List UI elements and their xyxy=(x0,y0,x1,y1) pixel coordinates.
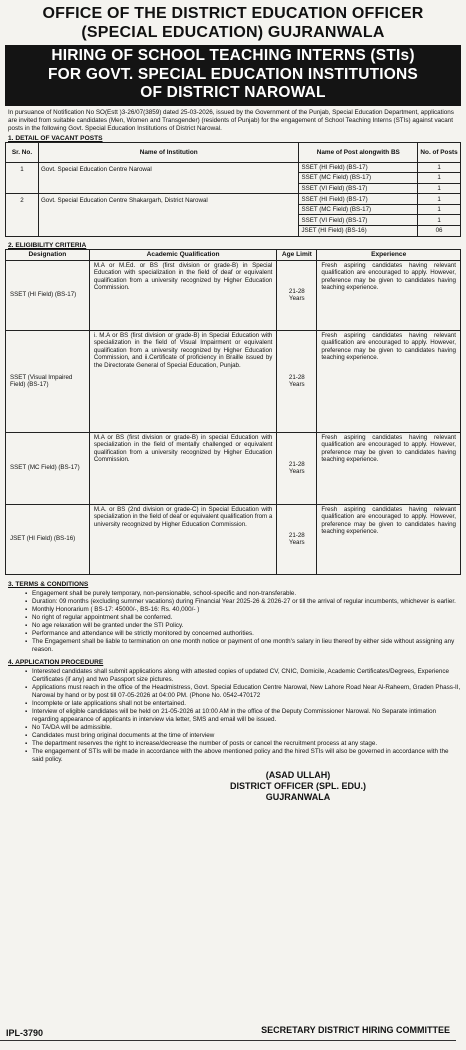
section-terms-title: 3. TERMS & CONDITIONS xyxy=(8,580,89,588)
section-vacant-posts-title: 1. DETAIL OF VACANT POSTS xyxy=(8,134,103,142)
cell-num: 1 xyxy=(418,215,461,226)
table-row xyxy=(6,260,461,330)
procedure-list xyxy=(5,668,461,764)
cell-num: 06 xyxy=(418,226,461,237)
hiring-banner xyxy=(5,45,461,106)
cell-num: 1 xyxy=(418,194,461,205)
list-item: ▪ No right of regular appointment shall be conferred. xyxy=(25,614,461,622)
cell-age: 21-28 Years xyxy=(277,432,317,504)
list-item: ▪ Incomplete or late applications shall not be entertained. xyxy=(25,700,461,708)
office-subtitle: (SPECIAL EDUCATION) GUJRANWALA xyxy=(81,24,385,41)
header-num-posts: No. of Posts xyxy=(418,142,461,162)
cell-post: JSET (HI Field) (BS-16) xyxy=(299,226,418,237)
cell-num: 1 xyxy=(418,204,461,215)
cell-num: 1 xyxy=(418,162,461,173)
signatory-committee: SECRETARY DISTRICT HIRING COMMITTEE xyxy=(261,1025,450,1035)
banner-line-1: HIRING OF SCHOOL TEACHING INTERNS (STIs) xyxy=(51,47,415,64)
header-experience: Experience xyxy=(317,249,461,260)
cell-experience: Fresh aspiring candidates having relevant qualification are encouraged to apply. However, preference may be given to candidates having teaching experience. xyxy=(317,330,461,432)
list-item: ▪ Candidates must bring original documents at the time of interview xyxy=(25,732,461,740)
cell-experience: Fresh aspiring candidates having relevant qualification are encouraged to apply. However, preference may be given to candidates having teaching experience. xyxy=(317,432,461,504)
section-eligibility-title: 2. ELIGIBILITY CRITERIA xyxy=(8,241,87,249)
signatory-title: DISTRICT OFFICER (SPL. EDU.) xyxy=(230,780,366,791)
office-title: OFFICE OF THE DISTRICT EDUCATION OFFICER xyxy=(42,5,424,22)
table-row xyxy=(6,432,461,504)
signatory-location: GUJRANWALA xyxy=(265,791,331,802)
cell-post: SSET (MC Field) (BS-17) xyxy=(299,204,418,215)
header-designation: Designation xyxy=(6,249,90,260)
cell-post: SSET (MC Field) (BS-17) xyxy=(299,173,418,184)
cell-sr: 2 xyxy=(6,194,39,236)
list-item: ▪ Applications must reach in the office of the Headmistress, Govt. Special Education Centre Narowal, New Lahore Road Near Al-Raheem, Graden Phass-II, Narowal by hand or by post till 07-05-2026 at 04:00 PM. (Phone No. 0542-470172 xyxy=(25,684,461,700)
table-row xyxy=(6,194,461,205)
cell-post: SSET (VI Field) (BS-17) xyxy=(299,183,418,194)
cell-qualification: M.A or M.Ed. or BS (first division or grade-B) in Special Education with specialization in the field of deaf or equivalent qualification from a university recognized by Higher Education Commission. xyxy=(89,260,277,330)
list-item: ▪ The Engagement shall be liable to termination on one month notice or payment of one month's salary in lieu thereof by either side without assigning any reason. xyxy=(25,638,461,654)
list-item: ▪ Interested candidates shall submit applications along with attested copies of updated CV, CNIC, Domicile, Academic Certificates/Degrees, Experience Certificates (if any) and two Passport size pictures. xyxy=(25,668,461,684)
terms-list xyxy=(5,590,461,654)
cell-experience: Fresh aspiring candidates having relevant qualification are encouraged to apply. However, preference may be given to candidates having teaching experience. xyxy=(317,260,461,330)
ipl-number: IPL-3790 xyxy=(6,1028,44,1038)
banner-line-2: FOR GOVT. SPECIAL EDUCATION INSTITUTIONS xyxy=(48,65,418,83)
list-item: ▪ No age relaxation will be granted under the STI Policy. xyxy=(25,622,461,630)
cell-designation: SSET (Visual Impaired Field) (BS-17) xyxy=(6,330,90,432)
list-item: ▪ No TA/DA will be admissible. xyxy=(25,724,461,732)
table-row xyxy=(6,504,461,574)
advertisement-page xyxy=(5,4,461,1046)
cell-qualification: i. M.A or BS (first division or grade-B) in Special Education with specialization in the field of Visual Impairment or equivalent qualification from a university recognized by Higher Education Commission, and ii.Certificate of proficiency in Braille issued by the Directorate General of Special Education, Punjab. xyxy=(89,330,277,432)
header-institution: Name of Institution xyxy=(38,142,298,162)
section-procedure-title: 4. APPLICATION PROCEDURE xyxy=(8,658,104,666)
cell-institution: Govt. Special Education Centre Shakargarh, District Narowal xyxy=(38,194,298,236)
cell-sr: 1 xyxy=(6,162,39,194)
cell-post: SSET (VI Field) (BS-17) xyxy=(299,215,418,226)
intro-paragraph: In pursuance of Notification No SO(Estt )3-26/07(3859) dated 25-03-2026, issued by the Government of the Punjab, Special Education Department, applications are invited from suitable candidates (Men, Women and Transgender) (residents of Punjab) for the engagement of School Teaching Interns (STIs) against vacant posts in the following Govt. Special Education Institutions of District Narowal. xyxy=(8,108,454,132)
list-item: ▪ Engagement shall be purely temporary, non-pensionable, school-specific and non-transferable. xyxy=(25,590,461,598)
cell-institution: Govt. Special Education Centre Narowal xyxy=(38,162,298,194)
header-qualification: Academic Qualification xyxy=(89,249,277,260)
cell-age: 21-28 Years xyxy=(277,504,317,574)
list-item: ▪ Monthly Honorarium ( BS-17: 45000/-, BS-16: Rs. 40,000/- ) xyxy=(25,606,461,614)
vacant-posts-table xyxy=(5,142,461,237)
table-row xyxy=(6,162,461,173)
cell-designation: SSET (HI Field) (BS-17) xyxy=(6,260,90,330)
cell-post: SSET (HI Field) (BS-17) xyxy=(299,194,418,205)
cell-num: 1 xyxy=(418,173,461,184)
cell-age: 21-28 Years xyxy=(277,330,317,432)
cell-qualification: M.A or BS (first division or grade-B) in special Education with specialization in the field of mentally challenged or equivalent qualification from a university recognized by Higher Education Commission. xyxy=(89,432,277,504)
cell-designation: SSET (MC Field) (BS-17) xyxy=(6,432,90,504)
cell-age: 21-28 Years xyxy=(277,260,317,330)
signature-block xyxy=(5,770,461,803)
header-age: Age Limit xyxy=(277,249,317,260)
cell-post: SSET (HI Field) (BS-17) xyxy=(299,162,418,173)
signatory-name: (ASAD ULLAH) xyxy=(265,769,331,780)
list-item: ▪ Duration: 09 months (excluding summer vacations) during Financial Year 2025-26 & 2026-27 or till the arrival of regular incumbents, whichever is earlier. xyxy=(25,598,461,606)
list-item: ▪ Interview of eligible candidates will be held on 21-05-2026 at 10:00 AM in the office of the Deputy Commissioner Narowal. No Separate intimation regarding appearance of applicants in interview via letter, SMS and email will be issued. xyxy=(25,708,461,724)
list-item: ▪ Performance and attendance will be strictly monitored by concerned authorities. xyxy=(25,630,461,638)
cell-qualification: M.A. or BS (2nd division or grade-C) in Special Education with specialization in the field of deaf or equivalent qualification from a university recognized by Higher Education Commission. xyxy=(89,504,277,574)
eligibility-table xyxy=(5,249,461,575)
bottom-rule xyxy=(0,1040,456,1041)
list-item: ▪ The engagement of STIs will be made in accordance with the above mentioned policy and the hired STIs will also be governed in accordance with the said policy. xyxy=(25,748,461,764)
table-row xyxy=(6,330,461,432)
header-post: Name of Post alongwith BS xyxy=(299,142,418,162)
header-sr: Sr. No. xyxy=(6,142,39,162)
list-item: ▪ The department reserves the right to increase/decrease the number of posts or cancel the recruitment process at any stage. xyxy=(25,740,461,748)
banner-line-3: OF DISTRICT NAROWAL xyxy=(140,84,326,101)
cell-num: 1 xyxy=(418,183,461,194)
cell-designation: JSET (HI Field) (BS-16) xyxy=(6,504,90,574)
cell-experience: Fresh aspiring candidates having relevant qualification are encouraged to apply. However, preference may be given to candidates having teaching experience. xyxy=(317,504,461,574)
